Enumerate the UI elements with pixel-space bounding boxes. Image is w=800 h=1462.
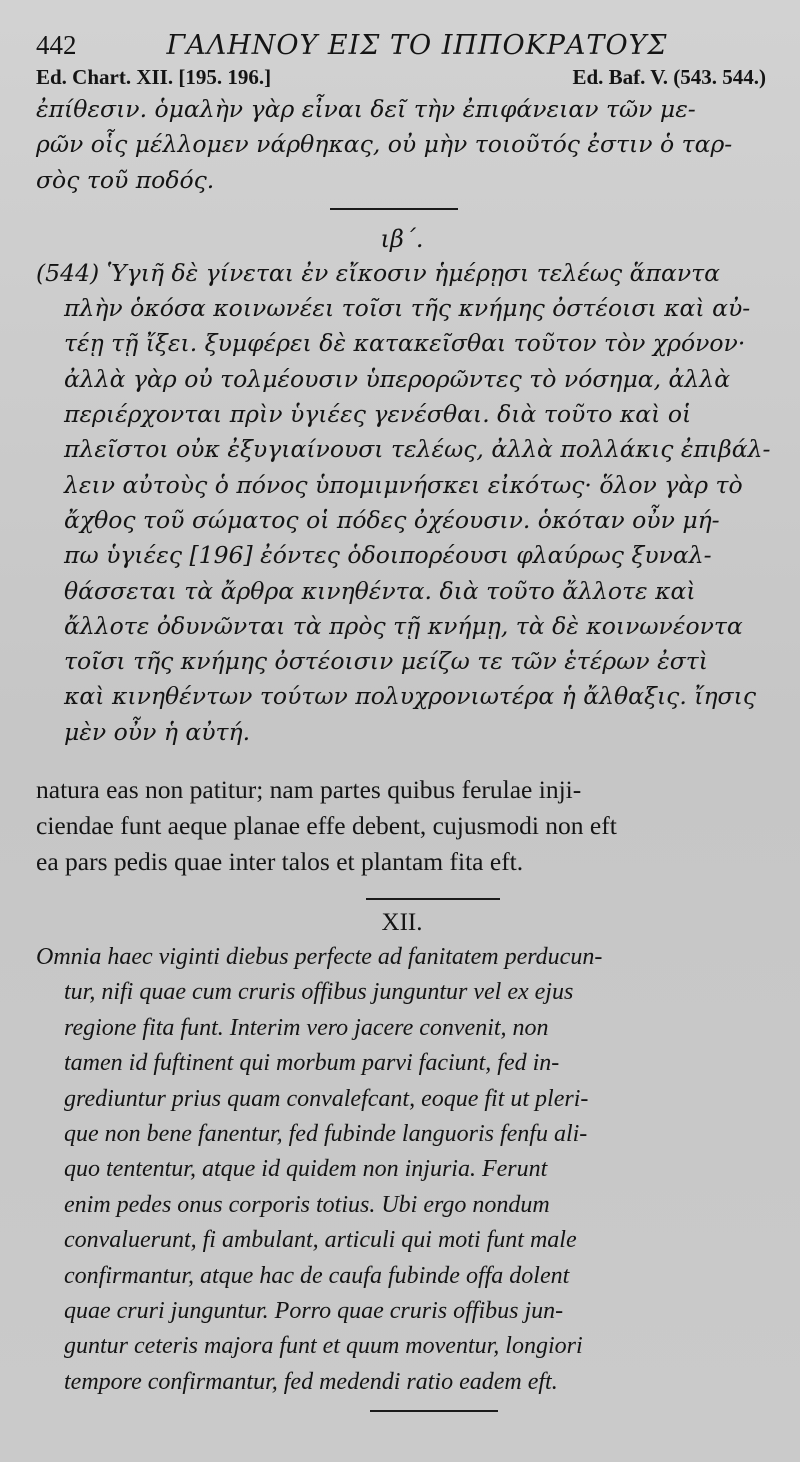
text-line: ρῶν οἷς μέλλομεν νάρθηκας, οὐ μὴν τοιοῦτός ἐστιν ὁ ταρ- [36, 130, 733, 159]
text-line: θάσσεται τὰ ἄρθρα κινηθέντα. διὰ τοῦτο ἄλλοτε καὶ [64, 576, 696, 605]
text-line: quae cruri junguntur. Porro quae cruris offibus jun- [64, 1297, 564, 1324]
edition-references [36, 62, 768, 92]
section-rule [366, 898, 500, 900]
text-line: guntur ceteris majora funt et quum moventur, longiori [64, 1333, 583, 1360]
text-line: πω ὑγιέες [196] ἐόντες ὁδοιπορέουσι φλαύρως ξυναλ- [64, 541, 712, 570]
text-line: ἄχθος τοῦ σώματος οἱ πόδες ὀχέουσιν. ὁκόταν οὖν μή- [64, 505, 720, 534]
text-line: ἄλλοτε ὀδυνῶνται τὰ πρὸς τῇ κνήμῃ, τὰ δὲ κοινωνέοντα [64, 611, 743, 640]
text-line: tamen id fuftinent qui morbum parvi faciunt, fed in- [64, 1050, 560, 1077]
text-line: grediuntur prius quam convalefcant, eoque fit ut pleri- [64, 1085, 589, 1112]
text-line: natura eas non patitur; nam partes quibus ferulae inji- [36, 775, 582, 805]
text-line: convaluerunt, fi ambulant, articuli qui moti funt male [64, 1227, 577, 1254]
text-line: Omnia haec viginti diebus perfecte ad fanitatem perducun- [36, 944, 603, 971]
text-line: (544) Ὑγιῆ δὲ γίνεται ἐν εἴκοσιν ἡμέρῃσι τελέως ἅπαντα [36, 258, 720, 287]
section-rule [330, 208, 458, 210]
text-line: καὶ κινηθέντων τούτων πολυχρονιωτέρα ἡ ἄλθαξις. ἴησις [64, 682, 756, 711]
text-line: τέῃ τῇ ἴξει. ξυμφέρει δὲ κατακεῖσθαι τοῦτον τὸν χρόνον· [64, 329, 746, 358]
text-line: σὸς τοῦ ποδός. [36, 165, 215, 194]
greek-text-top [36, 92, 768, 198]
text-line: ea pars pedis quae inter talos et plantam fita eft. [36, 847, 524, 877]
text-line: tempore confirmantur, fed medendi ratio eadem eft. [64, 1368, 558, 1395]
page-number: 442 [36, 30, 77, 60]
text-line: λειν αὐτοὺς ὁ πόνος ὑπομιμνήσκει εἰκότως· ὅλον γὰρ τὸ [64, 470, 743, 499]
text-line: πλεῖστοι οὐκ ἐξυγιαίνουσι τελέως, ἀλλὰ πολλάκις ἐπιβάλ- [64, 435, 771, 464]
text-line: quo tententur, atque id quidem non injuria. Ferunt [64, 1156, 548, 1183]
text-line: τοῖσι τῆς κνήμης ὀστέοισιν μείζω τε τῶν ἑτέρων ἐστὶ [64, 647, 709, 676]
text-line: tur, nifi quae cum cruris offibus junguntur vel ex ejus [64, 979, 574, 1006]
greek-section-number: ιβ΄. [380, 224, 424, 253]
text-line: περιέρχονται πρὶν ὑγιέες γενέσθαι. διὰ τοῦτο καὶ οἱ [64, 400, 692, 429]
latin-section-number: XII. [381, 909, 423, 937]
closing-rule [370, 1410, 498, 1412]
text-line: confirmantur, atque hac de caufa fubinde offa dolent [64, 1262, 570, 1289]
text-line: μὲν οὖν ἡ αὐτή. [64, 717, 251, 746]
text-line: ciendae funt aeque planae effe debent, cujusmodi non eft [36, 811, 617, 841]
text-line: que non bene fanentur, fed fubinde languoris fenfu ali- [64, 1121, 588, 1147]
text-line: enim pedes onus corporis totius. Ubi ergo nondum [64, 1191, 550, 1218]
latin-text-top [36, 772, 768, 880]
text-line: ἐπίθεσιν. ὁμαλὴν γὰρ εἶναι δεῖ τὴν ἐπιφάνειαν τῶν με- [36, 95, 696, 123]
greek-text-main [36, 256, 771, 750]
text-line: regione fita funt. Interim vero jacere convenit, non [64, 1014, 549, 1041]
running-title: ΓΑΛΗΝΟΥ ΕΙΣ ΤΟ ΙΠΠΟΚΡΑΤΟΥΣ [166, 30, 668, 61]
page-header [36, 28, 768, 62]
latin-text-main [36, 940, 768, 1400]
text-line: πλὴν ὁκόσα κοινωνέει τοῖσι τῆς κνήμης ὀστέοισι καὶ αὐ- [64, 294, 751, 323]
edition-left: Ed. Chart. XII. [195. 196.] [36, 65, 272, 89]
text-line: ἀλλὰ γὰρ οὐ τολμέουσιν ὑπερορῶντες τὸ νόσημα, ἀλλὰ [64, 364, 731, 393]
edition-right: Ed. Baf. V. (543. 544.) [572, 65, 766, 89]
